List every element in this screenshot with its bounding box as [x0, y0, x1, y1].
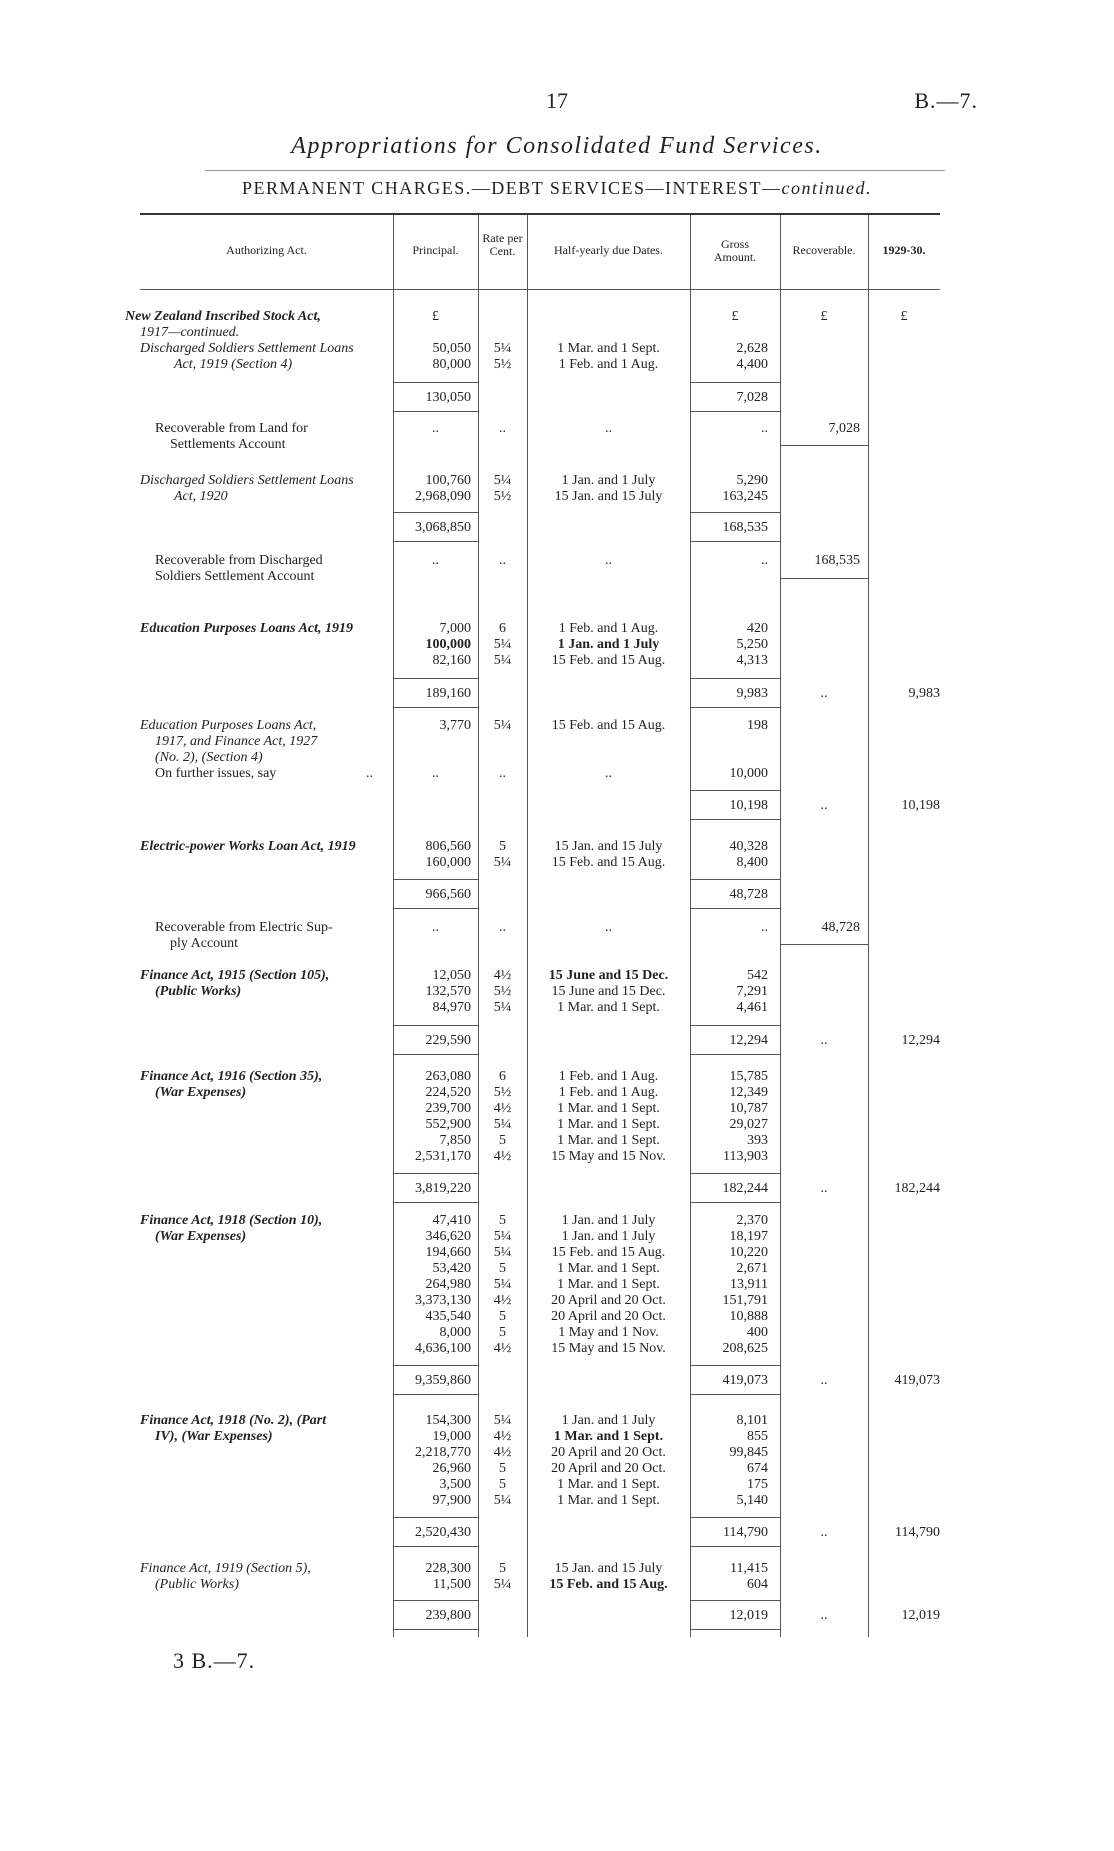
recoverable-cell: 7,028	[828, 421, 860, 436]
principal-total: 130,050	[425, 390, 471, 405]
empty-dots: ..	[820, 1033, 828, 1048]
subtotal-rule	[690, 1546, 780, 1547]
date-cell: 15 May and 15 Nov.	[551, 1341, 666, 1356]
gross-cell: 10,888	[729, 1309, 768, 1324]
gross-cell: 393	[747, 1133, 768, 1148]
principal-total: 966,560	[425, 887, 471, 902]
rate-cell: 5¼	[493, 653, 512, 668]
principal-cell: 346,620	[425, 1229, 471, 1244]
gross-total: 9,983	[736, 686, 768, 701]
subtotal-rule	[393, 1365, 478, 1366]
subtotal-rule	[690, 382, 780, 383]
subtotal-rule	[393, 1054, 478, 1055]
gross-cell: 10,220	[729, 1245, 768, 1260]
date-cell: 15 Jan. and 15 July	[554, 839, 663, 854]
principal-cell: 806,560	[425, 839, 471, 854]
gross-cell: 29,027	[729, 1117, 768, 1132]
gross-total: 12,019	[729, 1608, 768, 1623]
date-cell: 1 Mar. and 1 Sept.	[557, 341, 660, 356]
principal-total: 9,359,860	[415, 1373, 471, 1388]
gross-cell: 542	[747, 968, 768, 983]
year-cell: 9,983	[908, 686, 940, 701]
date-cell: 1 Jan. and 1 July	[561, 473, 656, 488]
date-cell: 15 Jan. and 15 July	[554, 1561, 663, 1576]
gross-cell: 198	[747, 718, 768, 733]
act-name: Education Purposes Loans Act, 1919	[140, 621, 354, 636]
gross-total: 48,728	[729, 887, 768, 902]
date-cell: 1 Jan. and 1 July	[561, 1213, 656, 1228]
rate-cell: 5¼	[493, 473, 512, 488]
act-name: Finance Act, 1916 (Section 35),	[140, 1069, 323, 1084]
gross-cell: 99,845	[729, 1445, 768, 1460]
gross-cell: 400	[747, 1325, 768, 1340]
subtotal-rule	[690, 1365, 780, 1366]
rate-cell: 4½	[493, 1445, 512, 1460]
date-cell: 1 Feb. and 1 Aug.	[558, 357, 659, 372]
date-cell: 1 Jan. and 1 July	[561, 1229, 656, 1244]
subtotal-rule	[690, 879, 780, 880]
gross-cell: 163,245	[722, 489, 768, 504]
currency-recoverable: £	[820, 309, 828, 324]
gross-total: 10,198	[729, 798, 768, 813]
date-cell: 15 May and 15 Nov.	[551, 1149, 666, 1164]
principal-cell: 154,300	[425, 1413, 471, 1428]
rate-cell: 5	[499, 1461, 506, 1476]
gross-cell: 674	[747, 1461, 768, 1476]
rate-cell: 5	[499, 1213, 506, 1228]
date-cell: 15 Feb. and 15 Aug.	[551, 855, 666, 870]
empty-dots: ..	[605, 553, 612, 568]
principal-cell: 194,660	[425, 1245, 471, 1260]
gross-cell: 5,290	[736, 473, 768, 488]
principal-total: 3,068,850	[415, 520, 471, 535]
subtotal-rule	[393, 1517, 478, 1518]
principal-cell: 80,000	[432, 357, 471, 372]
subtotal-rule	[690, 512, 780, 513]
subtotal-rule	[690, 411, 780, 412]
empty-dots: ..	[605, 421, 612, 436]
act-name: Recoverable from Land for	[155, 421, 308, 436]
principal-total: 2,520,430	[415, 1525, 471, 1540]
subtotal-rule	[393, 908, 478, 909]
gross-total: 12,294	[729, 1033, 768, 1048]
rate-cell: 5	[499, 1477, 506, 1492]
date-cell: 1 Mar. and 1 Sept.	[557, 1117, 660, 1132]
principal-cell: 435,540	[425, 1309, 471, 1324]
empty-dots: ..	[605, 920, 612, 935]
gross-cell: 8,400	[736, 855, 768, 870]
principal-cell: 47,410	[432, 1213, 471, 1228]
subtotal-rule	[393, 707, 478, 708]
rate-cell: 5¼	[493, 637, 512, 652]
principal-cell: 3,373,130	[415, 1293, 471, 1308]
header-year: 1929-30.	[882, 243, 926, 257]
empty-dots: ..	[499, 920, 506, 935]
rate-cell: 5¼	[493, 1493, 512, 1508]
principal-cell: 3,500	[439, 1477, 471, 1492]
principal-cell: 3,770	[439, 718, 471, 733]
principal-cell: 2,968,090	[415, 489, 471, 504]
subtotal-rule	[780, 578, 868, 579]
gross-cell: 151,791	[722, 1293, 768, 1308]
date-cell: 1 Mar. and 1 Sept.	[553, 1429, 664, 1444]
empty-dots: ..	[432, 766, 439, 781]
gross-cell: 18,197	[729, 1229, 768, 1244]
col-divider-year	[868, 215, 869, 1637]
subtotal-rule	[393, 879, 478, 880]
date-cell: 1 Jan. and 1 July	[561, 1413, 656, 1428]
footer-signature: 3 B.—7.	[173, 1648, 256, 1673]
subtotal-rule	[780, 944, 868, 945]
currency-gross: £	[731, 309, 739, 324]
gross-cell: 5,140	[736, 1493, 768, 1508]
subtotal-rule	[393, 678, 478, 679]
gross-cell: 208,625	[722, 1341, 768, 1356]
subtotal-rule	[690, 1394, 780, 1395]
act-name: Finance Act, 1918 (No. 2), (Part	[140, 1413, 327, 1428]
gross-cell: 855	[747, 1429, 768, 1444]
act-name: Recoverable from Discharged	[155, 553, 323, 568]
rate-cell: 4½	[493, 1101, 512, 1116]
rate-cell: 6	[499, 1069, 506, 1084]
gross-cell: 10,787	[729, 1101, 768, 1116]
gross-cell: 11,415	[730, 1561, 768, 1576]
principal-cell: 84,970	[432, 1000, 471, 1015]
rate-cell: 5¼	[493, 1229, 512, 1244]
principal-cell: 224,520	[425, 1085, 471, 1100]
act-name: Settlements Account	[170, 437, 286, 452]
gross-cell: 5,250	[736, 637, 768, 652]
year-cell: 12,019	[901, 1608, 940, 1623]
date-cell: 15 Feb. and 15 Aug.	[551, 653, 666, 668]
subtotal-rule	[393, 512, 478, 513]
principal-cell: 100,760	[425, 473, 471, 488]
empty-dots: ..	[820, 1608, 828, 1623]
act-name: (War Expenses)	[155, 1085, 247, 1100]
subtotal-rule	[393, 1173, 478, 1174]
date-cell: 15 Feb. and 15 Aug.	[551, 1245, 666, 1260]
gross-cell: 4,461	[736, 1000, 768, 1015]
date-cell: 20 April and 20 Oct.	[551, 1445, 666, 1460]
rate-cell: 5¼	[493, 1117, 512, 1132]
date-cell: 1 Feb. and 1 Aug.	[558, 1085, 659, 1100]
recoverable-cell: 48,728	[821, 920, 860, 935]
gross-cell: 2,628	[736, 341, 768, 356]
date-cell: 1 Mar. and 1 Sept.	[557, 1477, 660, 1492]
empty-dots: ..	[820, 1373, 828, 1388]
date-cell: 20 April and 20 Oct.	[551, 1309, 666, 1324]
gross-total: 419,073	[722, 1373, 768, 1388]
header-principal: Principal.	[412, 243, 459, 257]
principal-cell: 26,960	[432, 1461, 471, 1476]
currency-year: £	[900, 309, 908, 324]
principal-total: 239,800	[425, 1608, 471, 1623]
rate-cell: 5	[499, 1325, 506, 1340]
gross-cell: 40,328	[729, 839, 768, 854]
rate-cell: 5½	[493, 357, 512, 372]
rate-cell: 4½	[493, 1149, 512, 1164]
empty-dots: ..	[432, 553, 439, 568]
rate-cell: 6	[499, 621, 506, 636]
rate-cell: 5½	[493, 1085, 512, 1100]
subtotal-rule	[393, 382, 478, 383]
principal-cell: 53,420	[432, 1261, 471, 1276]
act-name: Act, 1919 (Section 4)	[174, 357, 293, 372]
act-name: (Public Works)	[155, 984, 242, 999]
act-name: On further issues, say	[155, 766, 277, 781]
empty-dots: ..	[499, 766, 506, 781]
date-cell: 1 Mar. and 1 Sept.	[557, 1261, 660, 1276]
date-cell: 20 April and 20 Oct.	[551, 1293, 666, 1308]
rate-cell: 5¼	[493, 1245, 512, 1260]
principal-total: 3,819,220	[415, 1181, 471, 1196]
act-name: Electric-power Works Loan Act, 1919	[140, 839, 356, 854]
subtotal-rule	[690, 908, 780, 909]
gross-cell: 420	[747, 621, 768, 636]
gross-cell: 12,349	[729, 1085, 768, 1100]
act-name: Finance Act, 1919 (Section 5),	[140, 1561, 311, 1576]
subtotal-rule	[690, 1202, 780, 1203]
gross-cell: 175	[747, 1477, 768, 1492]
subtotal-rule	[780, 445, 868, 446]
gross-cell: 4,400	[736, 357, 768, 372]
principal-cell: 7,000	[439, 621, 471, 636]
empty-dots: ..	[761, 553, 768, 568]
header-recoverable: Recoverable.	[792, 243, 856, 257]
empty-dots: ..	[761, 421, 768, 436]
header-gross-amount: Gross Amount.	[713, 237, 757, 264]
subtotal-rule	[690, 1517, 780, 1518]
date-cell: 1 Mar. and 1 Sept.	[557, 1000, 660, 1015]
subtotal-rule	[690, 1025, 780, 1026]
gross-cell: 604	[747, 1577, 768, 1592]
date-cell: 1 May and 1 Nov.	[558, 1325, 659, 1340]
gross-cell: 113,903	[723, 1149, 768, 1164]
subtotal-rule	[393, 411, 478, 412]
rate-cell: 5¼	[493, 1000, 512, 1015]
subtotal-rule	[393, 1394, 478, 1395]
rate-cell: 4½	[493, 968, 512, 983]
currency-principal: £	[432, 309, 439, 324]
act-name: 1917—continued.	[140, 325, 240, 340]
rate-cell: 5	[499, 1309, 506, 1324]
act-name: New Zealand Inscribed Stock Act,	[125, 309, 321, 324]
empty-dots: ..	[820, 1525, 828, 1540]
rate-cell: 5¼	[493, 1577, 512, 1592]
date-cell: 1 Feb. and 1 Aug.	[558, 621, 659, 636]
date-cell: 15 Feb. and 15 Aug.	[551, 718, 666, 733]
subtotal-rule	[393, 1025, 478, 1026]
empty-dots: ..	[820, 686, 828, 701]
subtotal-rule	[690, 541, 780, 542]
document-code: B.—7.	[914, 88, 978, 113]
act-name: Soldiers Settlement Account	[155, 569, 315, 584]
rate-cell: 4½	[493, 1341, 512, 1356]
principal-cell: 228,300	[425, 1561, 471, 1576]
empty-dots: ..	[432, 421, 439, 436]
date-cell: 15 Feb. and 15 Aug.	[549, 1577, 668, 1592]
empty-dots: ..	[820, 798, 828, 813]
rate-cell: 5	[499, 1561, 506, 1576]
principal-total: 229,590	[425, 1033, 471, 1048]
gross-cell: 10,000	[729, 766, 768, 781]
empty-dots: ..	[499, 421, 506, 436]
act-name: Finance Act, 1918 (Section 10),	[140, 1213, 323, 1228]
gross-cell: 2,370	[736, 1213, 768, 1228]
rate-cell: 4½	[493, 1429, 512, 1444]
act-name: Discharged Soldiers Settlement Loans	[140, 341, 354, 356]
act-name: (War Expenses)	[155, 1229, 247, 1244]
date-cell: 20 April and 20 Oct.	[551, 1461, 666, 1476]
principal-cell: 264,980	[425, 1277, 471, 1292]
table-top-rule	[140, 213, 940, 215]
principal-cell: 19,000	[432, 1429, 471, 1444]
principal-cell: 4,636,100	[415, 1341, 471, 1356]
principal-cell: 100,000	[425, 637, 471, 652]
subtitle-main: PERMANENT CHARGES.—DEBT SERVICES—INTEREST—	[242, 178, 782, 198]
subtitle-continued: continued.	[781, 178, 872, 198]
rate-cell: 5¼	[493, 341, 512, 356]
date-cell: 1 Mar. and 1 Sept.	[557, 1493, 660, 1508]
empty-dots: ..	[432, 920, 439, 935]
subtotal-rule	[690, 678, 780, 679]
subtotal-rule	[393, 1202, 478, 1203]
act-name: Act, 1920	[174, 489, 228, 504]
date-cell: 1 Mar. and 1 Sept.	[557, 1133, 660, 1148]
subtotal-rule	[690, 1600, 780, 1601]
subtotal-rule	[690, 1629, 780, 1630]
gross-total: 182,244	[722, 1181, 768, 1196]
gross-total: 168,535	[722, 520, 768, 535]
gross-cell: 15,785	[729, 1069, 768, 1084]
principal-cell: 11,500	[433, 1577, 471, 1592]
rate-cell: 4½	[493, 1293, 512, 1308]
empty-dots: ..	[820, 1181, 828, 1196]
page-title: Appropriations for Consolidated Fund Services.	[291, 133, 823, 159]
subtotal-rule	[690, 1054, 780, 1055]
gross-cell: 8,101	[736, 1413, 768, 1428]
act-name: Recoverable from Electric Sup-	[155, 920, 333, 935]
subtotal-rule	[393, 1600, 478, 1601]
date-cell: 15 June and 15 Dec.	[548, 968, 669, 983]
year-cell: 12,294	[901, 1033, 940, 1048]
gross-cell: 2,671	[736, 1261, 768, 1276]
principal-cell: 263,080	[425, 1069, 471, 1084]
gross-cell: 4,313	[736, 653, 768, 668]
date-cell: 15 Jan. and 15 July	[554, 489, 663, 504]
empty-dots: ..	[499, 553, 506, 568]
rate-cell: 5½	[493, 984, 512, 999]
year-cell: 114,790	[895, 1525, 940, 1540]
act-name: IV), (War Expenses)	[155, 1429, 273, 1444]
date-cell: 15 June and 15 Dec.	[551, 984, 666, 999]
subtotal-rule	[393, 541, 478, 542]
principal-cell: 50,050	[432, 341, 471, 356]
subtotal-rule	[690, 1173, 780, 1174]
date-cell: 1 Mar. and 1 Sept.	[557, 1101, 660, 1116]
year-cell: 10,198	[901, 798, 940, 813]
rate-cell: 5¼	[493, 855, 512, 870]
gross-cell: 7,291	[736, 984, 768, 999]
empty-dots: ..	[605, 766, 612, 781]
header-rate: Rate per Cent.	[482, 231, 523, 258]
header-authorizing-act: Authorizing Act.	[226, 243, 307, 257]
act-name: Discharged Soldiers Settlement Loans	[140, 473, 354, 488]
principal-cell: 82,160	[432, 653, 471, 668]
gross-total: 114,790	[723, 1525, 768, 1540]
rate-cell: 5¼	[493, 1277, 512, 1292]
gross-cell: 13,911	[730, 1277, 768, 1292]
principal-cell: 552,900	[425, 1117, 471, 1132]
act-name: (No. 2), (Section 4)	[155, 750, 263, 765]
principal-total: 189,160	[425, 686, 471, 701]
header-due-dates: Half-yearly due Dates.	[554, 243, 663, 257]
date-cell: 1 Mar. and 1 Sept.	[557, 1277, 660, 1292]
date-cell: 1 Jan. and 1 July	[557, 637, 660, 652]
subtotal-rule	[393, 1629, 478, 1630]
principal-cell: 160,000	[425, 855, 471, 870]
page-number: 17	[546, 88, 568, 113]
principal-cell: 239,700	[425, 1101, 471, 1116]
principal-cell: 2,531,170	[415, 1149, 471, 1164]
principal-cell: 97,900	[432, 1493, 471, 1508]
act-name: (Public Works)	[155, 1577, 239, 1592]
empty-dots: ..	[761, 920, 768, 935]
gross-total: 7,028	[736, 390, 768, 405]
date-cell: 1 Feb. and 1 Aug.	[558, 1069, 659, 1084]
year-cell: 419,073	[894, 1373, 940, 1388]
act-name: ply Account	[170, 936, 239, 951]
principal-cell: 12,050	[432, 968, 471, 983]
year-cell: 182,244	[894, 1181, 940, 1196]
act-name: Education Purposes Loans Act,	[140, 718, 317, 733]
subtotal-rule	[690, 707, 780, 708]
rate-cell: 5¼	[493, 1413, 512, 1428]
principal-cell: 132,570	[425, 984, 471, 999]
rate-cell: 5¼	[493, 718, 512, 733]
rate-cell: 5	[499, 1133, 506, 1148]
rate-cell: 5	[499, 1261, 506, 1276]
rate-cell: 5	[499, 839, 506, 854]
header-bottom-rule	[140, 289, 940, 290]
leader-dots: ..	[366, 766, 373, 781]
subtotal-rule	[690, 790, 780, 791]
recoverable-cell: 168,535	[814, 553, 860, 568]
principal-cell: 7,850	[439, 1133, 471, 1148]
principal-cell: 2,218,770	[415, 1445, 471, 1460]
act-name: 1917, and Finance Act, 1927	[155, 734, 318, 749]
act-name: Finance Act, 1915 (Section 105),	[140, 968, 330, 983]
rate-cell: 5½	[493, 489, 512, 504]
subtotal-rule	[690, 819, 780, 820]
subtotal-rule	[393, 1546, 478, 1547]
principal-cell: 8,000	[439, 1325, 471, 1340]
